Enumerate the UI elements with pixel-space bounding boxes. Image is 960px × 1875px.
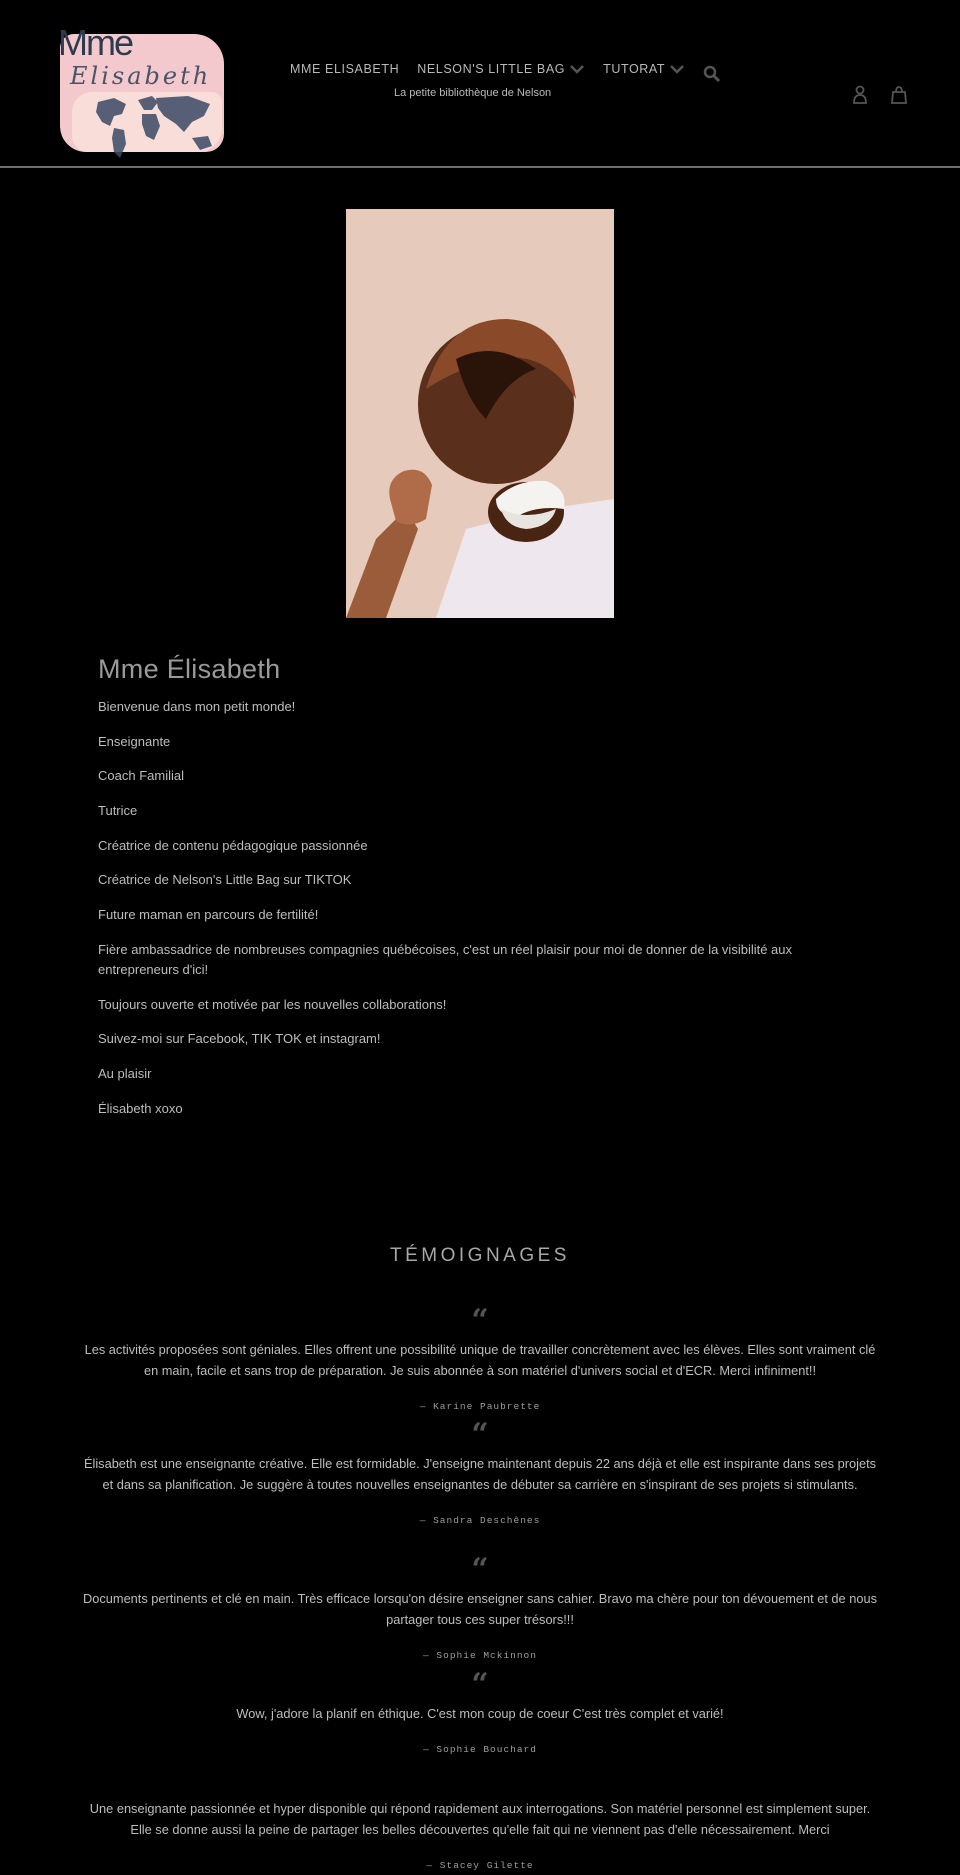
about-paragraph: Coach Familial <box>98 768 184 784</box>
cart-button[interactable] <box>891 85 907 105</box>
quote-icon: “ <box>471 1417 489 1452</box>
chevron-down-icon <box>569 64 585 74</box>
about-paragraph: Au plaisir <box>98 1065 152 1081</box>
about-paragraph: Bienvenue dans mon petit monde! <box>98 699 296 714</box>
site-header <box>0 0 960 168</box>
quote-icon: “ <box>471 1552 489 1587</box>
woman-hair-illustration <box>346 209 614 618</box>
hero-image <box>346 209 614 618</box>
logo[interactable] <box>52 22 228 158</box>
about-paragraph: Fière ambassadrice de nombreuses compagnies québécoises, c'est un réel plaisir pour moi de donner de la visibilité aux entrepreneurs d'ici! <box>98 941 793 977</box>
nav-item-mme-elisabeth[interactable] <box>290 62 399 76</box>
search-icon <box>703 65 721 83</box>
search-button[interactable] <box>703 65 721 83</box>
world-map-icon <box>92 92 220 162</box>
testimonial <box>80 1303 880 1412</box>
nav-label: MME ELISABETH <box>290 62 400 76</box>
account-icon <box>852 85 868 105</box>
about-paragraph: Créatrice de Nelson's Little Bag sur TIKTOK <box>98 872 352 888</box>
nav-item-petite-bibliotheque[interactable]: La petite bibliothèque de Nelson <box>394 87 552 99</box>
testimonial <box>80 1770 880 1871</box>
quote-icon: “ <box>471 1303 489 1338</box>
testimonial-text: Wow, j'adore la planif en éthique. C'est mon coup de coeur C'est très complet et varié! <box>236 1706 724 1721</box>
testimonial <box>80 1667 880 1755</box>
testimonial-author: — Sophie Bouchard <box>423 1744 537 1755</box>
about-section <box>98 654 868 1133</box>
nav-item-tutorat[interactable] <box>603 62 685 76</box>
testimonial-text: Élisabeth est une enseignante créative. Elle est formidable. J'enseigne maintenant depuis 22 ans déjà et elle est inspirante dans ses projets et dans sa planification. Je suggère à toutes nouvelles enseignantes de débuter sa carrière en s'inspirant de ses projets si stimulants. <box>83 1456 877 1492</box>
about-paragraph: Future maman en parcours de fertilité! <box>98 907 319 923</box>
about-title: Mme Élisabeth <box>98 654 281 684</box>
nav-label: TUTORAT <box>603 62 666 76</box>
cart-icon <box>891 85 907 105</box>
testimonial-text: Une enseignante passionnée et hyper disponible qui répond rapidement aux interrogations. Son matériel personnel est simplement super. Elle se donne aussi la peine de partager les belles découvertes qu'elle fait qui ne viennent pas d'elle nécessairement. Merci <box>89 1801 871 1837</box>
about-paragraph: Suivez-moi sur Facebook, TIK TOK et instagram! <box>98 1031 381 1047</box>
about-paragraph: Toujours ouverte et motivée par les nouvelles collaborations! <box>98 996 447 1012</box>
about-paragraph: Tutrice <box>98 803 138 819</box>
main-nav <box>290 62 703 76</box>
testimonial <box>80 1417 880 1526</box>
testimonial-author: — Karine Paubrette <box>419 1401 541 1412</box>
testimonial-author: — Sandra Deschênes <box>419 1515 541 1526</box>
testimonial-text: Documents pertinents et clé en main. Très efficace lorsqu'on désire enseigner sans cahier. Bravo ma chère pour ton dévouement et de nous partager tous ces super trésors!!! <box>83 1591 877 1627</box>
testimonial-text: Les activités proposées sont géniales. Elles offrent une possibilité unique de travailler concrètement avec les élèves. Elles sont vraiment clé en main, facile et sans trop de préparation. Je suis abonnée à son matériel d'univers social et d'ECR. Merci infiniment!! <box>84 1342 876 1378</box>
testimonials-title: TÉMOIGNAGES <box>390 1245 570 1266</box>
testimonial-author: — Stacey Gilette <box>426 1860 534 1871</box>
logo-title: Mme <box>58 22 132 63</box>
about-paragraph: Élisabeth xoxo <box>98 1100 183 1116</box>
about-paragraph: Créatrice de contenu pédagogique passionnée <box>98 837 368 853</box>
testimonial <box>80 1552 880 1661</box>
about-paragraph: Enseignante <box>98 733 171 749</box>
account-button[interactable] <box>852 85 868 105</box>
nav-item-nelsons-little-bag[interactable] <box>417 62 585 76</box>
chevron-down-icon <box>669 64 685 74</box>
testimonial-author: — Sophie Mckinnon <box>423 1650 537 1661</box>
nav-label: NELSON'S LITTLE BAG <box>417 62 566 76</box>
quote-icon: “ <box>471 1667 489 1702</box>
logo-subtitle: Elisabeth <box>70 62 212 90</box>
